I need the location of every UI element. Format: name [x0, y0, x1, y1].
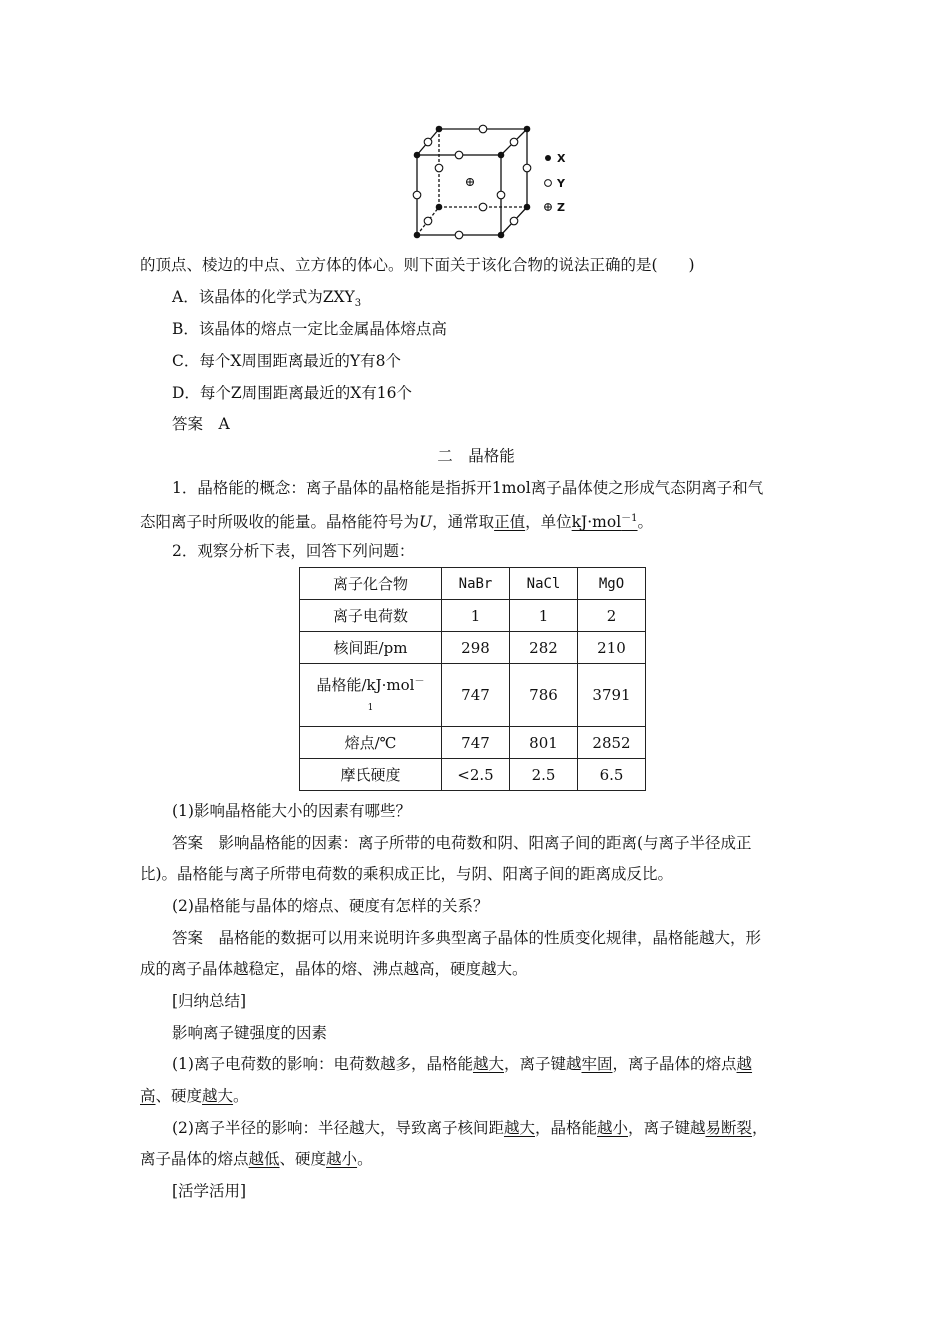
legend-x-icon — [545, 155, 551, 161]
question-2: (2)晶格能与晶体的熔点、硬度有怎样的关系？ — [172, 897, 489, 915]
option-d: D．每个Z周围距离最近的X有16个 — [172, 384, 412, 402]
legend-z-label: Z — [557, 201, 565, 214]
answer-1-line-2: 比)。晶格能与离子所带电荷数的乘积成正比，与阴、阳离子间的距离成反比。 — [140, 865, 674, 883]
paragraph-1-line-2: 态阳离子时所吸收的能量。晶格能符号为U，通常取正值，单位kJ·mol$^{-1}$。 — [140, 513, 654, 532]
legend — [545, 152, 566, 214]
answer-1-line-1: 答案 影响晶格能的因素：离子所带的电荷数和阴、阳离子间的距离(与离子半径成正 — [172, 834, 752, 852]
crystal-structure-diagram — [405, 118, 595, 243]
z-atom — [467, 179, 474, 186]
summary-point-1-line-2: 高、硬度越大。 — [140, 1087, 249, 1105]
legend-x-label: X — [557, 152, 566, 165]
summary-title: 影响离子键强度的因素 — [172, 1024, 328, 1042]
legend-z-icon — [545, 204, 552, 211]
table-row: 离子电荷数 1 1 2 — [300, 600, 646, 632]
paragraph-2: 2．观察分析下表，回答下列问题： — [172, 542, 415, 560]
lattice-energy-table — [299, 567, 646, 791]
answer: 答案 A — [172, 415, 230, 433]
option-a: A．该晶体的化学式为$ZXY_3$ — [172, 288, 362, 310]
summary-point-1-line-1: (1)离子电荷数的影响：电荷数越多，晶格能越大，离子键越牢固，离子晶体的熔点越 — [172, 1055, 753, 1073]
table-row: 熔点/℃ 747 801 2852 — [300, 727, 646, 759]
legend-y-icon — [545, 180, 552, 187]
table-row: 离子化合物 NaBr NaCl MgO — [300, 568, 646, 600]
practice-tag: [活学活用] — [172, 1182, 247, 1200]
option-b: B．该晶体的熔点一定比金属晶体熔点高 — [172, 320, 447, 338]
legend-y-label: Y — [557, 177, 565, 190]
paragraph-1-line-1: 1．晶格能的概念：离子晶体的晶格能是指拆开1mol离子晶体使之形成气态阴离子和气 — [172, 479, 764, 497]
table-row: 核间距/pm 298 282 210 — [300, 632, 646, 664]
table-row: 摩氏硬度 <2.5 2.5 6.5 — [300, 759, 646, 791]
answer-2-line-1: 答案 晶格能的数据可以用来说明许多典型离子晶体的性质变化规律，晶格能越大，形 — [172, 929, 762, 947]
question-stem: 的顶点、棱边的中点、立方体的体心。则下面关于该化合物的说法正确的是( ) — [140, 256, 695, 274]
question-1: (1)影响晶格能大小的因素有哪些？ — [172, 802, 411, 820]
summary-point-2-line-1: (2)离子半径的影响：半径越大，导致离子核间距越大，晶格能越小，离子键越易断裂， — [172, 1119, 768, 1137]
option-c: C．每个X周围距离最近的Y有8个 — [172, 352, 401, 370]
summary-point-2-line-2: 离子晶体的熔点越低、硬度越小。 — [140, 1150, 373, 1168]
summary-tag: [归纳总结] — [172, 992, 247, 1010]
answer-2-line-2: 成的离子晶体越稳定，晶体的熔、沸点越高，硬度越大。 — [140, 960, 528, 978]
table-row: 晶格能/kJ·mol－ 1 747 786 3791 — [300, 664, 646, 727]
section-heading: 二 晶格能 — [437, 447, 515, 465]
